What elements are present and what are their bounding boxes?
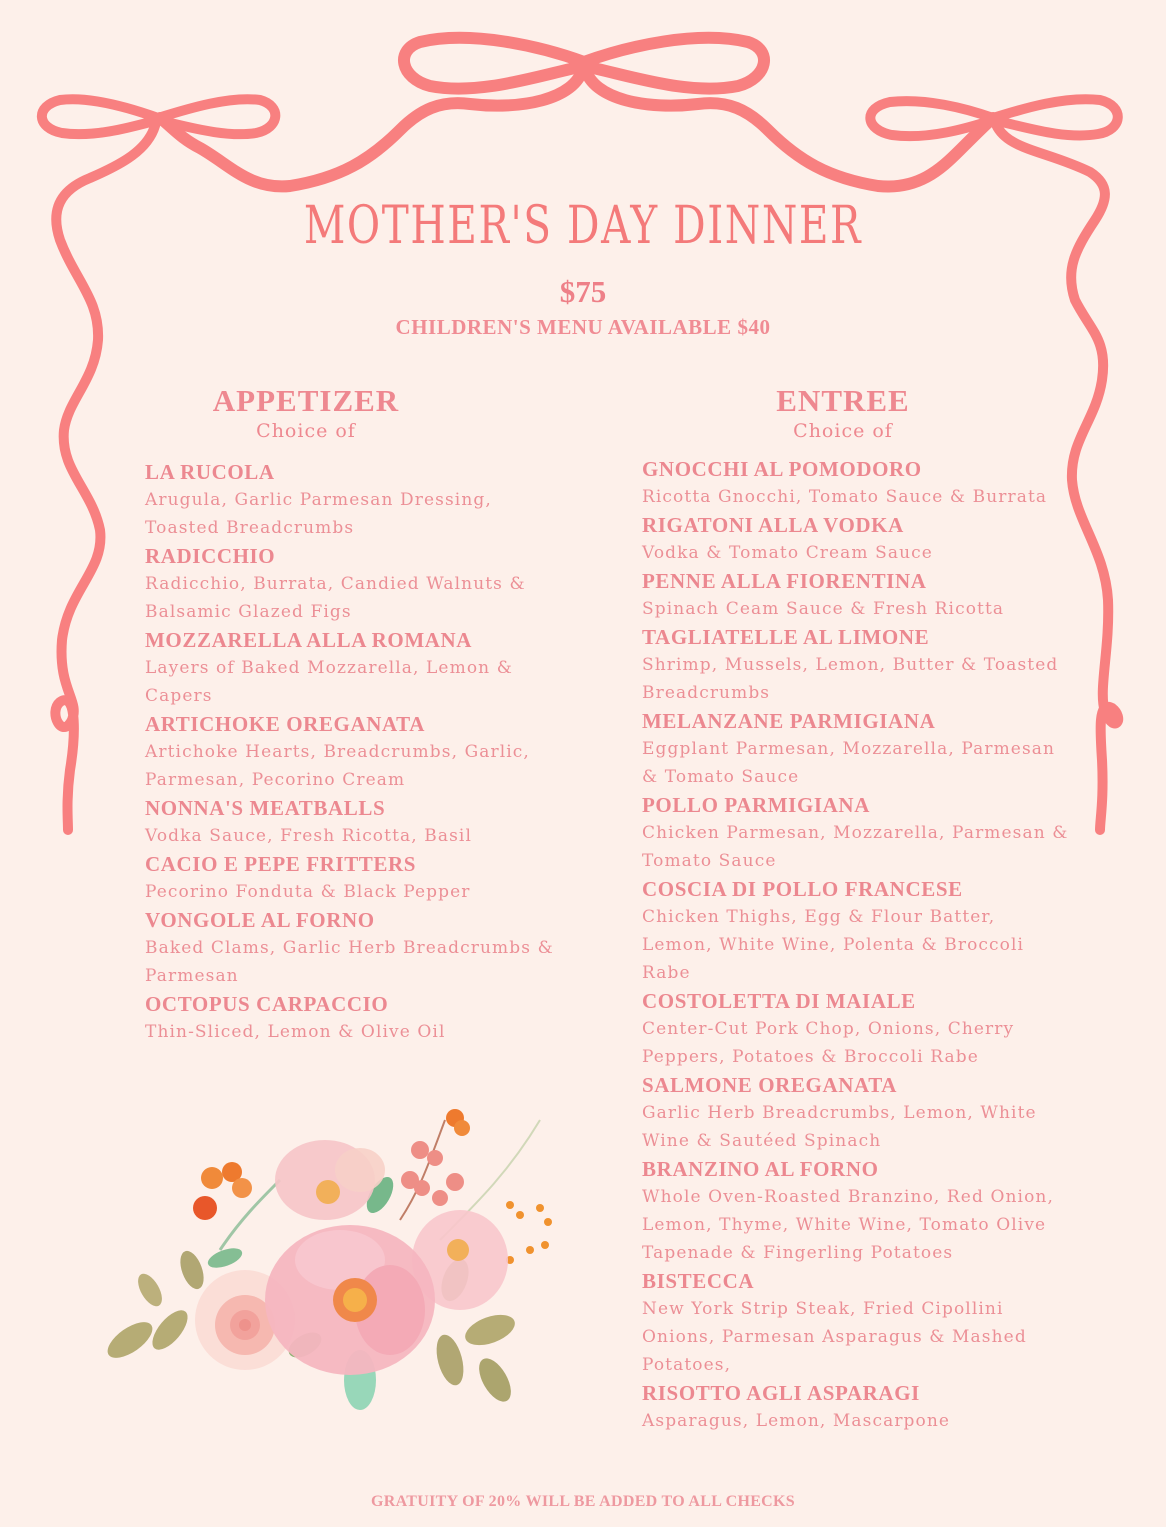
item-name: POLLO PARMIGIANA [642, 793, 870, 817]
item-name: GNOCCHI AL POMODORO [642, 457, 922, 481]
item-name: RISOTTO AGLI ASPARAGI [642, 1381, 920, 1405]
item-description: Chicken Parmesan, Mozzarella, Parmesan & Tomato Sauce [642, 823, 1069, 871]
item-description: Vodka & Tomato Cream Sauce [642, 543, 933, 563]
item-description: Layers of Baked Mozzarella, Lemon & Capers [145, 658, 513, 706]
menu-item [642, 1379, 1072, 1435]
menu-item [642, 455, 1072, 511]
item-description: Shrimp, Mussels, Lemon, Butter & Toasted Breadcrumbs [642, 655, 1059, 703]
menu-item [145, 906, 565, 990]
item-name: OCTOPUS CARPACCIO [145, 992, 389, 1016]
item-description: Whole Oven-Roasted Branzino, Red Onion, Lemon, Thyme, White Wine, Tomato Olive Tapenade & Fingerling Potatoes [642, 1187, 1054, 1263]
item-name: LA RUCOLA [145, 460, 275, 484]
page-title: MOTHER'S DAY DINNER [303, 196, 863, 256]
menu-item [642, 511, 1072, 567]
menu-item [145, 542, 565, 626]
item-name: TAGLIATELLE AL LIMONE [642, 625, 930, 649]
item-description: Ricotta Gnocchi, Tomato Sauce & Burrata [642, 487, 1048, 507]
item-name: RADICCHIO [145, 544, 276, 568]
gratuity-note: GRATUITY OF 20% WILL BE ADDED TO ALL CHECKS [371, 1493, 795, 1510]
item-description: Spinach Ceam Sauce & Fresh Ricotta [642, 599, 1005, 619]
item-name: VONGOLE AL FORNO [145, 908, 375, 932]
item-name: BRANZINO AL FORNO [642, 1157, 879, 1181]
menu-item [145, 458, 565, 542]
item-name: SALMONE OREGANATA [642, 1073, 898, 1097]
item-description: Radicchio, Burrata, Candied Walnuts & Balsamic Glazed Figs [145, 574, 526, 622]
item-description: Artichoke Hearts, Breadcrumbs, Garlic, Parmesan, Pecorino Cream [145, 742, 530, 790]
menu-item [145, 794, 565, 850]
item-description: Asparagus, Lemon, Mascarpone [642, 1411, 951, 1431]
item-description: Eggplant Parmesan, Mozzarella, Parmesan & Tomato Sauce [642, 739, 1056, 787]
entree-list [642, 455, 1072, 1435]
item-description: Chicken Thighs, Egg & Flour Batter, Lemon, White Wine, Polenta & Broccoli Rabe [642, 907, 1025, 983]
menu-item [145, 710, 565, 794]
item-name: RIGATONI ALLA VODKA [642, 513, 904, 537]
item-name: ARTICHOKE OREGANATA [145, 712, 425, 736]
appetizer-subheading: Choice of [256, 420, 356, 442]
menu-item [642, 1071, 1072, 1155]
menu-item [642, 1267, 1072, 1379]
floral-bouquet-icon [100, 1100, 570, 1420]
item-name: CACIO E PEPE FRITTERS [145, 852, 417, 876]
menu-item [642, 875, 1072, 987]
appetizer-heading: APPETIZER [212, 383, 400, 418]
item-description: New York Strip Steak, Fried Cipollini Onions, Parmesan Asparagus & Mashed Potatoes, [642, 1299, 1027, 1375]
item-description: Thin-Sliced, Lemon & Olive Oil [145, 1022, 446, 1042]
children-menu-note: CHILDREN'S MENU AVAILABLE $40 [395, 315, 771, 339]
item-name: PENNE ALLA FIORENTINA [642, 569, 927, 593]
menu-item [642, 791, 1072, 875]
menu-item [642, 987, 1072, 1071]
menu-item [642, 567, 1072, 623]
item-name: COSTOLETTA DI MAIALE [642, 989, 916, 1013]
menu-item [642, 707, 1072, 791]
item-name: COSCIA DI POLLO FRANCESE [642, 877, 963, 901]
appetizer-list [145, 458, 565, 1046]
menu-item [642, 1155, 1072, 1267]
menu-item [642, 623, 1072, 707]
item-description: Center-Cut Pork Chop, Onions, Cherry Peppers, Potatoes & Broccoli Rabe [642, 1019, 1015, 1067]
item-name: NONNA'S MEATBALLS [145, 796, 386, 820]
item-description: Vodka Sauce, Fresh Ricotta, Basil [145, 826, 472, 846]
entree-heading: ENTREE [776, 383, 910, 418]
item-description: Baked Clams, Garlic Herb Breadcrumbs & Parmesan [145, 938, 554, 986]
item-name: MELANZANE PARMIGIANA [642, 709, 936, 733]
item-description: Pecorino Fonduta & Black Pepper [145, 882, 471, 902]
item-description: Arugula, Garlic Parmesan Dressing, Toasted Breadcrumbs [145, 490, 492, 538]
menu-item [145, 990, 565, 1046]
menu-item [145, 626, 565, 710]
item-name: BISTECCA [642, 1269, 755, 1293]
menu-item [145, 850, 565, 906]
entree-subheading: Choice of [793, 420, 893, 442]
menu-price: $75 [559, 274, 607, 309]
item-name: MOZZARELLA ALLA ROMANA [145, 628, 473, 652]
item-description: Garlic Herb Breadcrumbs, Lemon, White Wine & Sautéed Spinach [642, 1103, 1037, 1151]
